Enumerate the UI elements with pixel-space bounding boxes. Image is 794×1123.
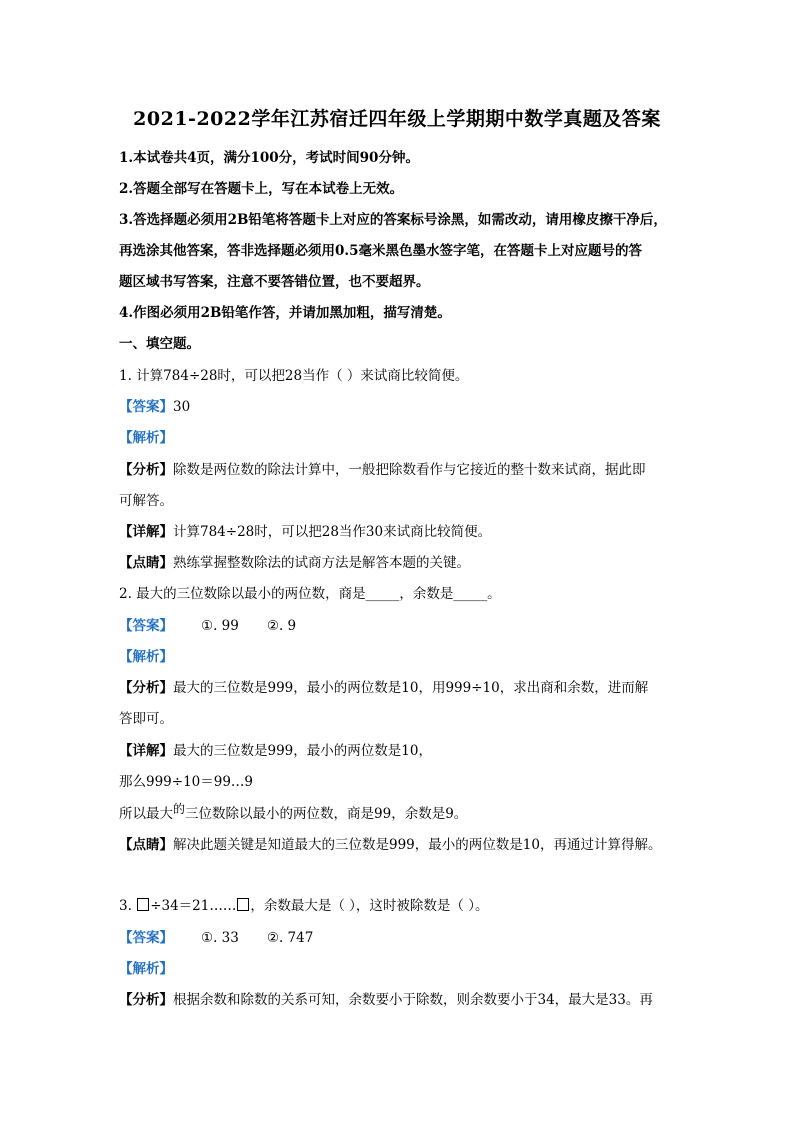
- question-1: 1. 计算784÷28时，可以把28当作（ ）来试商比较简便。: [119, 368, 469, 384]
- dianjing-tag: 【点睛】: [119, 837, 173, 853]
- q3-question-text: ，余数最大是（ ），这时被除数是（ ）。: [250, 898, 489, 914]
- fenxi-text: 最大的三位数是999，最小的两位数是10，用999÷10，求出商和余数，进而解: [173, 680, 649, 696]
- answer-value-2: ②. 747: [266, 930, 314, 946]
- instruction-2: 2.答题全部写在答题卡上，写在本试卷上无效。: [119, 181, 404, 197]
- fenxi-tag: 【分析】: [119, 462, 173, 478]
- q1-xiangjie: [119, 520, 689, 540]
- fenxi-text: 根据余数和除数的关系可知，余数要小于除数，则余数要小于34，最大是33。再: [173, 992, 653, 1008]
- q3-expression: ÷34＝21……: [150, 898, 237, 914]
- question-3: [119, 894, 689, 914]
- blank-box-icon: [137, 898, 149, 911]
- q1-fenxi-cont: 可解答。: [119, 493, 173, 509]
- instruction-3c: 题区域书写答案，注意不要答错位置，也不要超界。: [119, 274, 430, 290]
- q3-number: 3.: [119, 898, 132, 914]
- q2-fenxi-cont: 答即可。: [119, 711, 173, 727]
- conclusion-part-2: 三位数除以最小的两位数，商是99，余数是9。: [185, 806, 468, 822]
- q1-dianjing: [119, 551, 689, 571]
- xiangjie-tag: 【详解】: [119, 743, 173, 759]
- page-title: 2021-2022学年江苏宿迁四年级上学期期中数学真题及答案: [133, 108, 661, 130]
- answer-value: 30: [173, 399, 191, 415]
- instruction-4: 4.作图必须用2B铅笔作答，并请加黑加粗，描写清楚。: [119, 305, 451, 321]
- answer-tag: 【答案】: [119, 618, 173, 634]
- instruction-1: 1.本试卷共4页，满分100分，考试时间90分钟。: [119, 150, 419, 166]
- analysis-tag: 【解析】: [119, 961, 173, 977]
- analysis-tag: 【解析】: [119, 649, 173, 665]
- dianjing-text: 熟练掌握整数除法的试商方法是解答本题的关键。: [173, 555, 470, 571]
- q2-answer: [119, 614, 689, 634]
- fenxi-tag: 【分析】: [119, 680, 173, 696]
- q2-calc: 那么999÷10＝99…9: [119, 774, 254, 790]
- fenxi-tag: 【分析】: [119, 992, 173, 1008]
- xiangjie-text: 最大的三位数是999，最小的两位数是10，: [173, 743, 432, 759]
- conclusion-sup: 的: [173, 802, 186, 816]
- analysis-tag: 【解析】: [119, 430, 173, 446]
- q2-xiangjie: [119, 739, 689, 759]
- xiangjie-tag: 【详解】: [119, 524, 173, 540]
- answer-value-1: ①. 33: [201, 930, 239, 946]
- q1-analysis: [119, 426, 689, 446]
- fenxi-text: 除数是两位数的除法计算中，一般把除数看作与它接近的整十数来试商，据此即: [173, 462, 646, 478]
- section-heading: 一、填空题。: [119, 336, 200, 352]
- q1-answer: [119, 395, 689, 415]
- dianjing-text: 解决此题关键是知道最大的三位数是999，最小的两位数是10，再通过计算得解。: [173, 837, 662, 853]
- q3-answer: [119, 926, 689, 946]
- q2-conclusion: [119, 802, 689, 822]
- blank-box-icon: [237, 898, 249, 911]
- answer-value-1: ①. 99: [201, 618, 239, 634]
- instruction-3b: 再选涂其他答案，答非选择题必须用0.5毫米黑色墨水签字笔，在答题卡上对应题号的答: [119, 243, 642, 259]
- question-2: 2. 最大的三位数除以最小的两位数，商是_____，余数是_____。: [119, 586, 501, 602]
- answer-value-2: ②. 9: [266, 618, 297, 634]
- q2-fenxi: [119, 676, 689, 696]
- answer-tag: 【答案】: [119, 930, 173, 946]
- q2-dianjing: [119, 833, 689, 853]
- instruction-3a: 3.答选择题必须用2B铅笔将答题卡上对应的答案标号涂黑，如需改动，请用橡皮擦干净后，: [119, 212, 667, 228]
- dianjing-tag: 【点睛】: [119, 555, 173, 571]
- answer-tag: 【答案】: [119, 399, 173, 415]
- conclusion-part-1: 所以最大: [119, 806, 173, 822]
- q2-analysis: [119, 645, 689, 665]
- q1-fenxi: [119, 458, 689, 478]
- q3-analysis: [119, 957, 689, 977]
- q3-fenxi: [119, 988, 689, 1008]
- xiangjie-text: 计算784÷28时，可以把28当作30来试商比较简便。: [173, 524, 492, 540]
